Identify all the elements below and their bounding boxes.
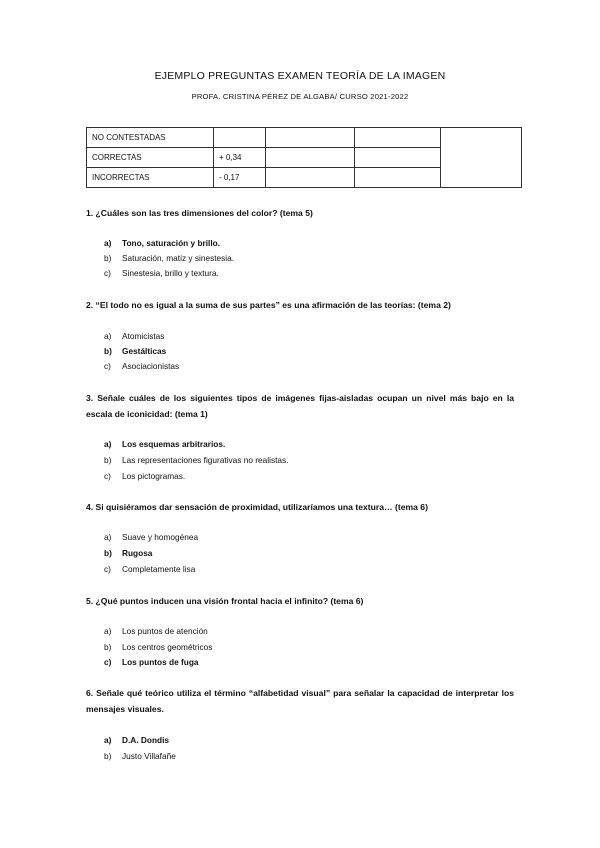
option-text: Los puntos de atención	[122, 626, 208, 636]
question-5-option-c[interactable]	[104, 655, 199, 670]
question-2-option-c[interactable]	[104, 359, 179, 374]
question-5: 5. ¿Qué puntos inducen una visión frontal hacia el infinito? (tema 6)	[86, 596, 364, 606]
option-letter: c)	[104, 564, 111, 574]
option-letter: b)	[104, 751, 112, 761]
score-cell	[355, 128, 441, 148]
option-text: Gestálticas	[122, 346, 167, 356]
option-text: D.A. Dondis	[122, 735, 170, 745]
option-text: Los esquemas arbitrarios.	[122, 439, 226, 449]
question-1-option-c[interactable]	[104, 266, 219, 281]
option-letter: a)	[104, 532, 112, 542]
question-4: 4. Si quisiéramos dar sensación de proximidad, utilizaríamos una textura… (tema 6)	[86, 502, 428, 512]
option-text: Justo Villafañe	[122, 751, 176, 761]
question-2: 2. “El todo no es igual a la suma de sus partes” es una afirmación de las teorías: (tema 2)	[86, 300, 451, 310]
question-6-option-b[interactable]	[104, 749, 176, 764]
option-text: Atomicistas	[122, 331, 165, 341]
score-label-incorrect: INCORRECTAS	[87, 168, 214, 188]
score-cell	[266, 168, 355, 188]
option-letter: c)	[104, 268, 111, 278]
option-letter: a)	[104, 331, 112, 341]
option-text: Completamente lisa	[122, 564, 196, 574]
option-letter: c)	[104, 361, 111, 371]
question-4-option-c[interactable]	[104, 562, 195, 577]
question-1-option-b[interactable]	[104, 251, 234, 266]
option-text: Los pictogramas.	[122, 471, 186, 481]
question-4-option-a[interactable]	[104, 530, 198, 545]
option-text: Sinestesia, brillo y textura.	[122, 268, 219, 278]
question-1-option-a[interactable]	[104, 236, 220, 251]
question-2-option-a[interactable]	[104, 329, 164, 344]
question-1: 1. ¿Cuáles son las tres dimensiones del color? (tema 5)	[86, 208, 313, 218]
exam-subtitle: PROFA. CRISTINA PÉREZ DE ALGABA/ CURSO 2021-2022	[191, 92, 409, 101]
option-letter: a)	[104, 238, 112, 248]
question-2-option-b[interactable]	[104, 344, 166, 359]
option-text: Los puntos de fuga	[122, 657, 199, 667]
option-letter: b)	[104, 548, 112, 558]
question-6: 6. Señale qué teórico utiliza el término “alfabetidad visual” para señalar la capacidad de interpretar los mensajes visuales.	[86, 688, 514, 714]
option-text: Asociacionistas	[122, 361, 180, 371]
score-cell	[355, 168, 441, 188]
option-letter: b)	[104, 346, 112, 356]
option-letter: a)	[104, 735, 112, 745]
score-cell	[355, 148, 441, 168]
option-text: Saturación, matiz y sinestesia.	[122, 253, 235, 263]
score-total-cell	[441, 128, 522, 188]
question-5-option-a[interactable]	[104, 624, 208, 639]
option-text: Tono, saturación y brillo.	[122, 238, 221, 248]
option-letter: b)	[104, 455, 112, 465]
option-letter: c)	[104, 657, 112, 667]
score-label-correct: CORRECTAS	[87, 148, 214, 168]
table-row	[87, 128, 522, 148]
score-value-incorrect: - 0,17	[214, 168, 266, 188]
question-3-option-a[interactable]	[104, 437, 225, 452]
score-cell	[266, 128, 355, 148]
exam-title: EJEMPLO PREGUNTAS EXAMEN TEORÍA DE LA IMAGEN	[154, 70, 446, 82]
option-letter: a)	[104, 439, 112, 449]
question-6-option-a[interactable]	[104, 733, 169, 748]
score-cell	[266, 148, 355, 168]
question-3-option-b[interactable]	[104, 453, 289, 468]
question-4-option-b[interactable]	[104, 546, 152, 561]
option-letter: c)	[104, 471, 111, 481]
option-text: Los centros geométricos	[122, 642, 213, 652]
score-label-unanswered: NO CONTESTADAS	[87, 128, 214, 148]
score-value-unanswered	[214, 128, 266, 148]
option-letter: b)	[104, 253, 112, 263]
option-letter: a)	[104, 626, 112, 636]
option-text: Suave y homogénea	[122, 532, 199, 542]
score-table	[86, 127, 522, 188]
question-5-option-b[interactable]	[104, 640, 212, 655]
question-3-option-c[interactable]	[104, 469, 185, 484]
option-letter: b)	[104, 642, 112, 652]
option-text: Rugosa	[122, 548, 153, 558]
question-3: 3. Señale cuáles de los siguientes tipos de imágenes fijas-aisladas ocupan un nivel más bajo en la escala de iconicidad: (tema 1)	[86, 393, 514, 419]
score-value-correct: + 0,34	[214, 148, 266, 168]
option-text: Las representaciones figurativas no realistas.	[122, 455, 289, 465]
